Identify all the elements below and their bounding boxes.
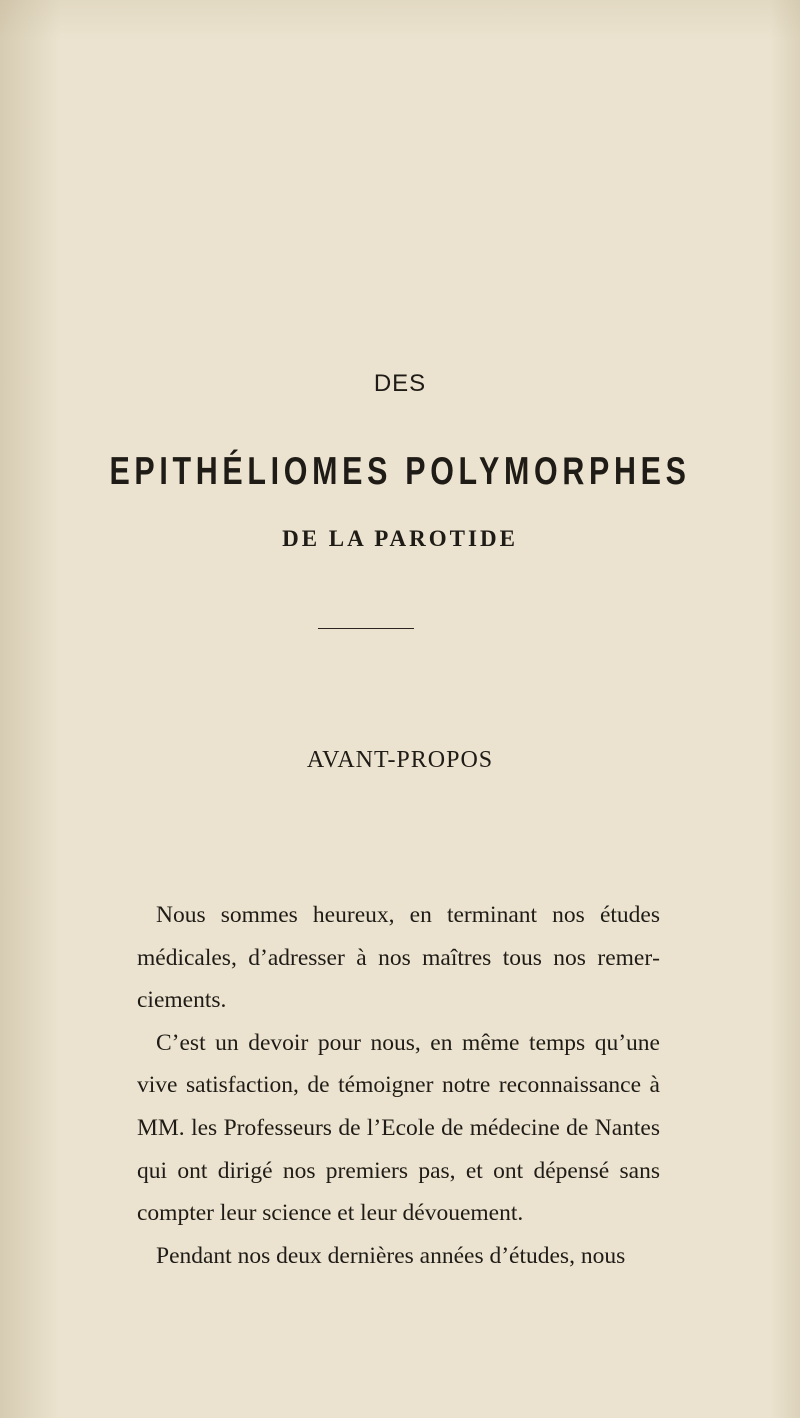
paragraph: Nous sommes heureux, en terminant nos études médicales, d’adresser à nos maîtres tous nos remerciements. <box>137 902 660 1014</box>
title-divider <box>318 628 414 629</box>
paragraph: C’est un devoir pour nous, en même temps qu’une vive satisfaction, de témoigner notre reconnaissance à MM. les Professeurs de l’Ecole de médecine de Nantes qui ont dirigé nos premiers pas, et ont dépensé sans compter leur science et leur dévouement. <box>137 1029 660 1227</box>
paragraph: Pendant nos deux dernières années d’études, nous <box>156 1242 626 1269</box>
body-text <box>137 894 660 1277</box>
pre-title: DES <box>373 370 427 397</box>
document-subtitle: DE LA PAROTIDE <box>282 526 518 551</box>
section-heading: AVANT-PROPOS <box>306 747 494 773</box>
document-title: EPITHÉLIOMES POLYMORPHES <box>109 450 691 493</box>
